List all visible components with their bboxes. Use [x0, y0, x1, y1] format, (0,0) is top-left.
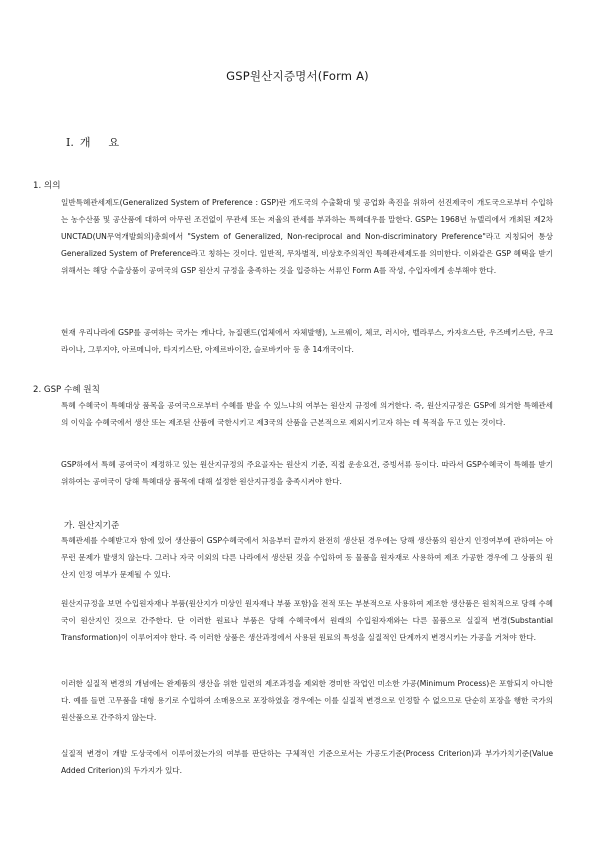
chapter-label-part-2: 요	[108, 136, 120, 149]
chapter-label-part-1: 개	[79, 136, 91, 149]
paragraph: 일반특혜관세제도(Generalized System of Preference : GSP)란 개도국의 수출확대 및 공업화 촉진을 위하여 선진제국이 개도국으로부터 수입하는 농수산품 및 공산품에 대하여 아무런 조건없이 무관세 또는 저율의 관세를 부과하는 특혜대우를 말한다. GSP는 1968년 뉴델리에서 개최된 제2차 UNCTAD(UN무역개발회의)총회에서 "System of Generalized, Non-reciprocal and Non-discriminatory Preference"라고 지칭되어 통상 Generalized System of Preference라고 칭하는 것이다. 일반적, 무차별적, 비상호주의적인 특혜관세제도를 의미한다. 이와같은 GSP 혜택을 받기 위해서는 해당 수출상품이 공여국의 GSP 원산지 규정을 충족하는 것을 입증하는 서류인 Form A를 작성, 수입자에게 송부해야 한다.	[61, 198, 553, 275]
chapter-number: I.	[66, 136, 74, 149]
paragraph: 특혜 수혜국이 특혜대상 품목을 공여국으로부터 수혜를 받을 수 있느냐의 여부는 원산지 규정에 의거한다. 즉, 원산지규정은 GSP에 의거한 특혜관세의 이익을 수혜국에서 생산 또는 제조된 산품에 국한시키고 제3국의 산품을 근본적으로 제외시키고자 하는 데 목적을 두고 있는 것이다.	[61, 401, 553, 427]
paragraph: 특혜관세를 수혜받고자 함에 있어 생산품이 GSP수혜국에서 처음부터 끝까지 완전히 생산된 경우에는 당해 생산품의 원산지 인정여부에 관하여는 아무런 문제가 발생치 않는다. 그러나 자국 이외의 다른 나라에서 생산된 것을 수입하여 동 물품을 원자재로 사용하여 제조 가공한 경우에 그 상품의 원산지 인정 여부가 문제될 수 있다.	[61, 536, 553, 579]
section-heading-gsp-principle: 2. GSP 수혜 원칙	[33, 385, 100, 395]
document-title: GSP원산지증명서(Form A)	[226, 69, 369, 83]
section-heading-meaning: 1. 의의	[33, 181, 61, 191]
paragraph: GSP하에서 특혜 공여국이 제정하고 있는 원산지규정의 주요골자는 원산지 기준, 직접 운송요건, 증빙서류 등이다. 따라서 GSP수혜국이 특혜를 받기 위하여는 공여국이 당해 특혜대상 품목에 대해 설정한 원산지규정을 충족시켜야 한다.	[61, 460, 553, 486]
paragraph: 실질적 변경이 개발 도상국에서 이루어졌는가의 여부를 판단하는 구체적인 기준으로서는 가공도기준(Process Criterion)과 부가가치기준(Value Added Criterion)의 두가지가 있다.	[61, 749, 553, 775]
paragraph: 이러한 실질적 변경의 개념에는 완제품의 생산을 위한 일련의 제조과정을 제외한 경미한 작업인 미소한 가공(Minimum Process)은 포함되지 아니한다. 예를 들면 고무품을 대형 용기로 수입하여 소매용으로 포장하였을 경우에는 이를 실질적 변경으로 인정할 수 없으므로 단순히 포장을 행한 국가의 원산품으로 간주하지 않는다.	[61, 679, 553, 722]
chapter-heading	[66, 134, 119, 150]
subsection-heading-origin-criteria: 가. 원산지기준	[64, 521, 120, 531]
paragraph: 원산지규정을 보면 수입원자재나 부품(원산지가 미상인 원자재나 부품 포함)을 전적 또는 부분적으로 사용하여 제조한 생산품은 원칙적으로 당해 수혜국이 원산지인 것으로 간주한다. 단 이러한 원료나 부품은 당해 수혜국에서 원래의 수입원자재와는 다른 물품으로 실질적 변경(Substantial Transformation)이 이루어져야 한다. 즉 이러한 상품은 생산과정에서 사용된 원료의 특성을 실질적인 단계까지 변경시키는 가공을 거쳐야 한다.	[61, 599, 554, 642]
paragraph: 현재 우리나라에 GSP를 공여하는 국가는 캐나다, 뉴질랜드(업체에서 자체발행), 노르웨이, 체코, 러시아, 벨라루스, 카자흐스탄, 우즈베키스탄, 우크라이나, 그루지야, 아르메니아, 타지키스탄, 아제르바이잔, 슬로바키아 등 총 14개국이다.	[61, 328, 553, 354]
